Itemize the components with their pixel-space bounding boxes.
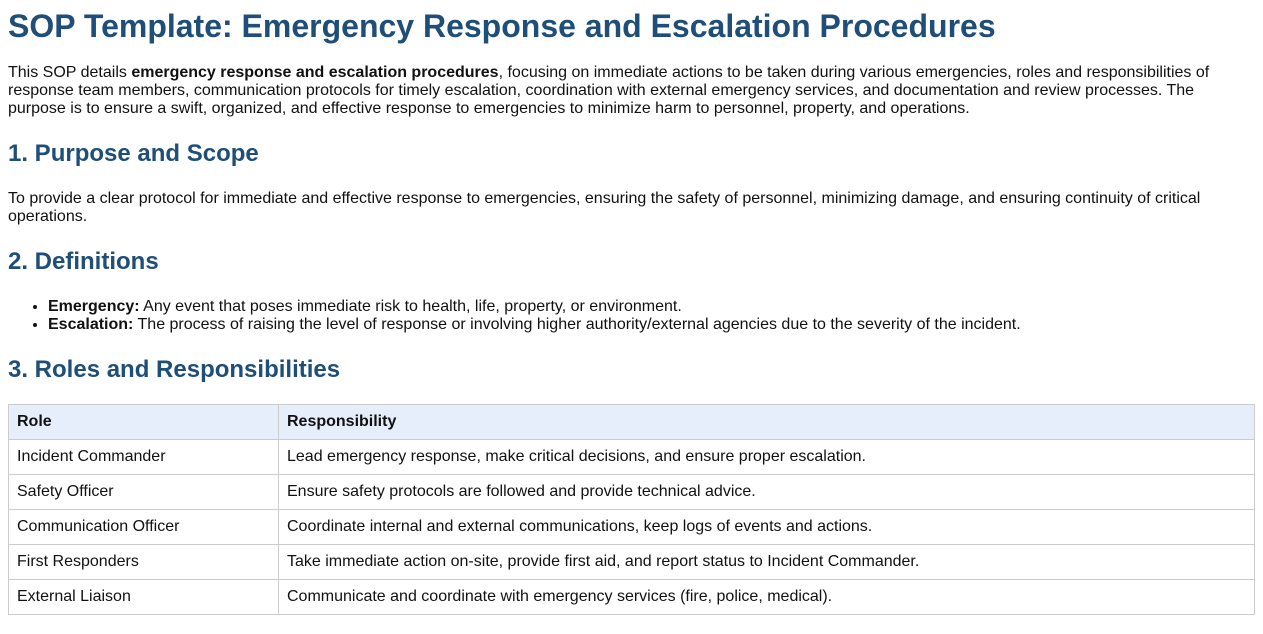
purpose-text: To provide a clear protocol for immediate and effective response to emergencies, ensuring the safety of personnel, minimizing damage, and ensuring continuity of critical operations. [8, 190, 1201, 225]
table-row [9, 475, 1255, 510]
table-row [9, 580, 1255, 615]
definitions-list [8, 298, 1255, 334]
responsibility-cell: Take immediate action on-site, provide first aid, and report status to Incident Commander. [279, 545, 1255, 580]
section-heading-definitions: 2. Definitions [8, 248, 159, 275]
intro-prefix: This SOP details [8, 64, 132, 81]
definition-term: Emergency: [48, 298, 140, 315]
section-heading-purpose: 1. Purpose and Scope [8, 140, 259, 167]
responsibility-cell: Communicate and coordinate with emergency services (fire, police, medical). [279, 580, 1255, 615]
responsibility-cell: Ensure safety protocols are followed and provide technical advice. [279, 475, 1255, 510]
table-row [9, 440, 1255, 475]
role-cell: Safety Officer [9, 475, 279, 510]
definition-item [48, 298, 1255, 316]
column-header-responsibility: Responsibility [279, 405, 1255, 440]
intro-bold: emergency response and escalation procedures [131, 64, 499, 81]
definition-item [48, 316, 1255, 334]
roles-table [8, 404, 1255, 615]
table-row [9, 545, 1255, 580]
responsibility-cell: Coordinate internal and external communications, keep logs of events and actions. [279, 510, 1255, 545]
definition-term: Escalation: [48, 316, 134, 333]
role-cell: First Responders [9, 545, 279, 580]
definition-text: Any event that poses immediate risk to health, life, property, or environment. [139, 298, 682, 315]
definition-text: The process of raising the level of response or involving higher authority/external agencies due to the severity of the incident. [133, 316, 1021, 333]
role-cell: Incident Commander [9, 440, 279, 475]
page-title: SOP Template: Emergency Response and Escalation Procedures [8, 8, 996, 44]
intro-suffix: , focusing on immediate actions to be taken during various emergencies, roles and responsibilities of response team members, communication protocols for timely escalation, coordination with external emergency services, and documentation and review processes. The purpose is to ensure a swift, organized, and effective response to emergencies to minimize harm to personnel, property, and operations. [8, 64, 1210, 117]
role-cell: Communication Officer [9, 510, 279, 545]
intro-paragraph [8, 64, 1255, 118]
section-heading-roles: 3. Roles and Responsibilities [8, 356, 341, 383]
table-row [9, 510, 1255, 545]
responsibility-cell: Lead emergency response, make critical decisions, and ensure proper escalation. [279, 440, 1255, 475]
table-header-row [9, 405, 1255, 440]
role-cell: External Liaison [9, 580, 279, 615]
column-header-role: Role [9, 405, 279, 440]
